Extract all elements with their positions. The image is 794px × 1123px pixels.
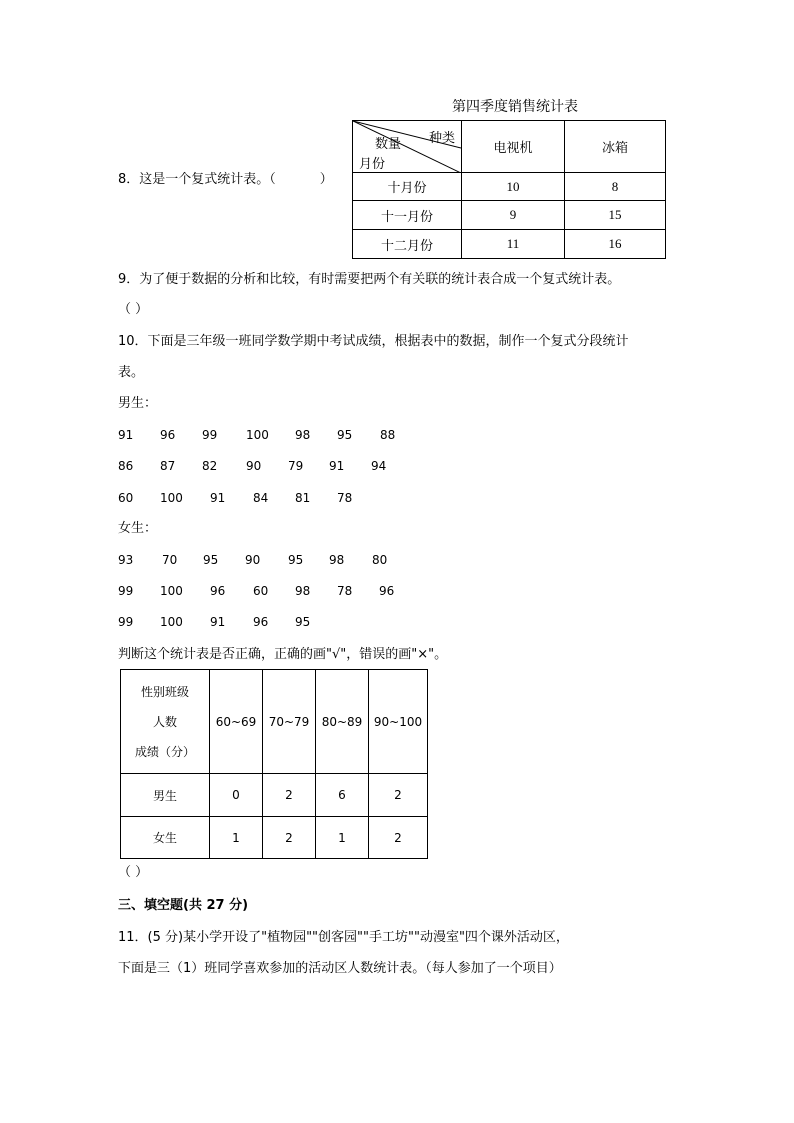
score-value: 91 [210, 615, 226, 629]
sales-table [352, 120, 666, 259]
row-fridge: 15 [565, 201, 666, 230]
score-value: 95 [288, 553, 304, 567]
question-10-instruction: 判断这个统计表是否正确，正确的画"√"，错误的画"×"。 [118, 647, 448, 662]
score-value: 87 [160, 459, 176, 473]
question-11-line2: 下面是三（1）班同学喜欢参加的活动区人数统计表。（每人参加了一个项目） [118, 961, 562, 976]
cell-value: 2 [263, 817, 316, 859]
score-value: 99 [202, 428, 218, 442]
table-row [121, 817, 428, 859]
header-line: 人数 [152, 714, 177, 729]
cell-value: 0 [210, 774, 263, 817]
header-quantity: 数量 [375, 136, 402, 151]
question-8 [118, 171, 333, 189]
score-value: 95 [337, 428, 353, 442]
header-line: 成绩（分） [134, 744, 195, 759]
score-value: 70 [162, 553, 178, 567]
sales-table-diagonal-header [353, 121, 462, 173]
section-3-title: 三、填空题(共 27 分) [118, 898, 249, 913]
cell-value: 2 [369, 774, 428, 817]
score-value: 79 [288, 459, 304, 473]
score-value: 91 [118, 428, 134, 442]
score-value: 81 [295, 491, 311, 505]
question-8-text: 8．这是一个复式统计表。（ [118, 172, 276, 187]
header-category: 种类 [428, 130, 455, 145]
score-value: 98 [295, 584, 311, 598]
girls-label: 女生： [118, 521, 158, 536]
score-value: 100 [160, 491, 183, 505]
row-fridge: 16 [565, 230, 666, 259]
range-header: 90~100 [369, 670, 428, 774]
score-value: 96 [379, 584, 395, 598]
score-value: 90 [246, 459, 262, 473]
score-value: 100 [160, 584, 183, 598]
header-line: 性别班级 [140, 684, 189, 699]
score-value: 80 [372, 553, 388, 567]
row-month: 十二月份 [353, 230, 462, 259]
row-tv: 10 [462, 173, 565, 201]
row-tv: 9 [462, 201, 565, 230]
cell-value: 1 [210, 817, 263, 859]
score-value: 91 [329, 459, 345, 473]
score-value: 86 [118, 459, 134, 473]
score-value: 98 [295, 428, 311, 442]
cell-value: 2 [369, 817, 428, 859]
table-row [353, 201, 666, 230]
header-month: 月份 [359, 156, 386, 171]
question-10-line2: 表。 [118, 365, 145, 380]
row-label: 男生 [121, 774, 210, 817]
score-value: 93 [118, 553, 134, 567]
range-header: 60~69 [210, 670, 263, 774]
row-month: 十一月份 [353, 201, 462, 230]
score-value: 84 [253, 491, 269, 505]
score-value: 95 [295, 615, 311, 629]
score-value: 90 [245, 553, 261, 567]
question-10-line1: 10．下面是三年级一班同学数学期中考试成绩，根据表中的数据，制作一个复式分段统计 [118, 334, 629, 349]
score-value: 99 [118, 615, 134, 629]
table-row [121, 774, 428, 817]
question-9-answer-paren[interactable]: （ ） [118, 302, 149, 317]
sales-table-title: 第四季度销售统计表 [452, 99, 578, 115]
range-header: 70~79 [263, 670, 316, 774]
score-value: 60 [118, 491, 134, 505]
score-value: 98 [329, 553, 345, 567]
score-value: 99 [118, 584, 134, 598]
question-9-text: 9．为了便于数据的分析和比较，有时需要把两个有关联的统计表合成一个复式统计表。 [118, 272, 621, 287]
column-tv: 电视机 [462, 121, 565, 173]
table-row [353, 173, 666, 201]
table-row [353, 230, 666, 259]
row-month: 十月份 [353, 173, 462, 201]
cell-value: 6 [316, 774, 369, 817]
score-value: 78 [337, 491, 353, 505]
score-value: 88 [380, 428, 396, 442]
question-11-line1: 11．(5 分)某小学开设了"植物园""创客园""手工坊""动漫室"四个课外活动区， [118, 930, 569, 945]
cell-value: 1 [316, 817, 369, 859]
score-value: 78 [337, 584, 353, 598]
question-8-close: ） [319, 172, 333, 187]
column-fridge: 冰箱 [565, 121, 666, 173]
score-value: 96 [210, 584, 226, 598]
score-value: 91 [210, 491, 226, 505]
score-value: 100 [160, 615, 183, 629]
score-value: 96 [253, 615, 269, 629]
question-10-answer-paren[interactable]: （ ） [118, 865, 149, 880]
row-fridge: 8 [565, 173, 666, 201]
score-value: 82 [202, 459, 218, 473]
boys-label: 男生： [118, 396, 158, 411]
row-label: 女生 [121, 817, 210, 859]
score-value: 94 [371, 459, 387, 473]
row-tv: 11 [462, 230, 565, 259]
score-value: 96 [160, 428, 176, 442]
score-table-header [121, 670, 210, 774]
score-value: 95 [203, 553, 219, 567]
cell-value: 2 [263, 774, 316, 817]
range-header: 80~89 [316, 670, 369, 774]
score-value: 100 [246, 428, 269, 442]
score-value: 60 [253, 584, 269, 598]
score-table [120, 669, 428, 859]
